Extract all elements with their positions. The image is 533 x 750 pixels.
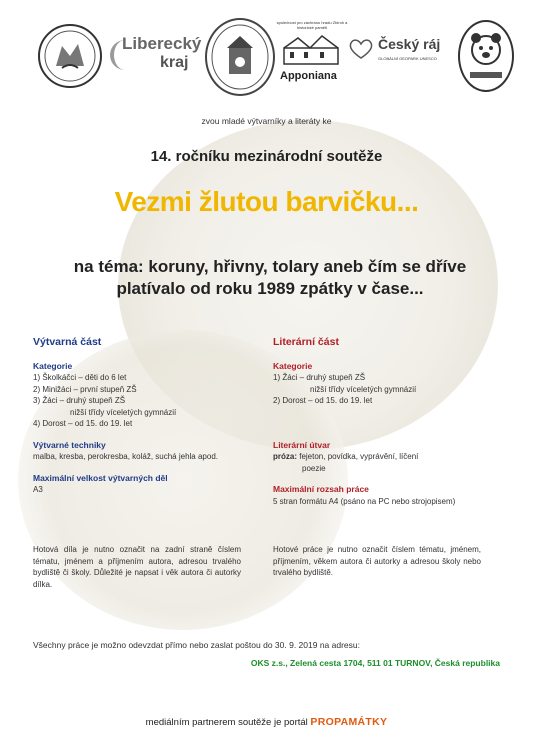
turnov-seal-logo <box>205 18 275 96</box>
art-category-item: 1) Školkáčci – děti do 6 let <box>33 373 127 382</box>
competition-title: Vezmi žlutou barvičku... <box>114 186 419 217</box>
literary-category-item: 1) Žáci – druhý stupeň ZŠ <box>273 373 366 382</box>
propamatky-brand: PROPAMÁTKY <box>310 716 388 728</box>
theme-line-2: platívalo od roku 1989 zpátky v čase... <box>116 279 424 298</box>
literary-scope: 5 stran formátu A4 (psáno na PC nebo strojopisem) <box>273 496 456 506</box>
art-category-item: 2) Minižáci – první stupeň ZŠ <box>33 384 137 394</box>
town-crest-logo <box>38 24 102 88</box>
literary-genre-heading: Literární útvar <box>273 439 331 450</box>
cesky-raj-logo <box>348 36 444 76</box>
art-category-item: 3) Žáci – druhý stupeň ZŠ <box>33 396 126 405</box>
bear-logo <box>458 20 514 92</box>
apponiana-tagline: společnost pro záchranu hradu Zbiroh a historické paměti <box>276 20 348 30</box>
art-techniques-heading: Výtvarné techniky <box>33 439 106 450</box>
partner-text: mediálním partnerem soutěže je portál <box>145 717 311 728</box>
theme-heading <box>40 256 500 300</box>
literary-submission-note: Hotové práce je nutno označit číslem tématu, jménem, příjmením, věkem autora či autorky a adresou školy nebo trvalého bydliště. <box>273 545 481 577</box>
art-size: A3 <box>33 485 43 494</box>
literary-categories-heading: Kategorie <box>273 360 313 371</box>
theme-line-1: na téma: koruny, hřivny, tolary aneb čím se dříve <box>73 257 467 276</box>
art-categories-heading: Kategorie <box>33 360 73 371</box>
art-section-title: Výtvarná část <box>33 336 102 348</box>
art-submission-note: Hotová díla je nutno označit na zadní straně číslem tématu, jménem a příjmením autora, adresou trvalého bydliště či školy. Důležité je napsat i věk autora či autorky dílka. <box>33 545 241 589</box>
literary-category-item: nižší třídy víceletých gymnázií <box>310 384 417 394</box>
delivery-address: OKS z.s., Zelená cesta 1704, 511 01 TURNOV, Česká republika <box>250 658 500 668</box>
literary-section <box>273 337 503 507</box>
apponiana-logo <box>276 20 346 90</box>
castle-icon <box>276 30 346 70</box>
cesky-raj-name: Český ráj <box>378 36 441 52</box>
logo-strip <box>30 18 510 98</box>
literary-genre-poetry: poezie <box>302 463 326 473</box>
cesky-raj-subtitle: GLOBÁLNÍ GEOPARK UNESCO <box>378 56 437 61</box>
literary-scope-heading: Maximální rozsah práce <box>273 484 369 494</box>
edition-heading: 14. ročníku mezinárodní soutěže <box>150 148 383 165</box>
art-size-heading: Maximální velkost výtvarných děl <box>33 472 168 483</box>
liberecky-kraj-sub: kraj <box>160 54 189 71</box>
delivery-instructions: Všechny práce je možno odevzdat přímo nebo zaslat poštou do 30. 9. 2019 na adresu: <box>33 640 360 650</box>
art-section <box>33 337 263 496</box>
art-category-item: nižší třídy víceletých gymnázií <box>70 407 177 417</box>
art-category-item: 4) Dorost – od 15. do 19. let <box>33 419 133 428</box>
art-techniques: malba, kresba, perokresba, koláž, suchá jehla apod. <box>33 452 218 461</box>
heart-icon <box>348 38 374 60</box>
liberecky-kraj-name: Liberecký <box>122 34 202 53</box>
intro-text: zvou mladé výtvarníky a literáty ke <box>201 116 332 126</box>
literary-category-item: 2) Dorost – od 15. do 19. let <box>273 396 373 405</box>
literary-genre-prose <box>273 451 503 463</box>
prose-label: próza: <box>273 452 297 461</box>
prose-forms: fejeton, povídka, vyprávění, líčení <box>297 452 419 461</box>
apponiana-name: Apponiana <box>280 70 337 82</box>
literary-section-title: Literární část <box>273 336 339 348</box>
liberecky-kraj-logo <box>110 34 210 74</box>
media-partner <box>0 716 533 728</box>
